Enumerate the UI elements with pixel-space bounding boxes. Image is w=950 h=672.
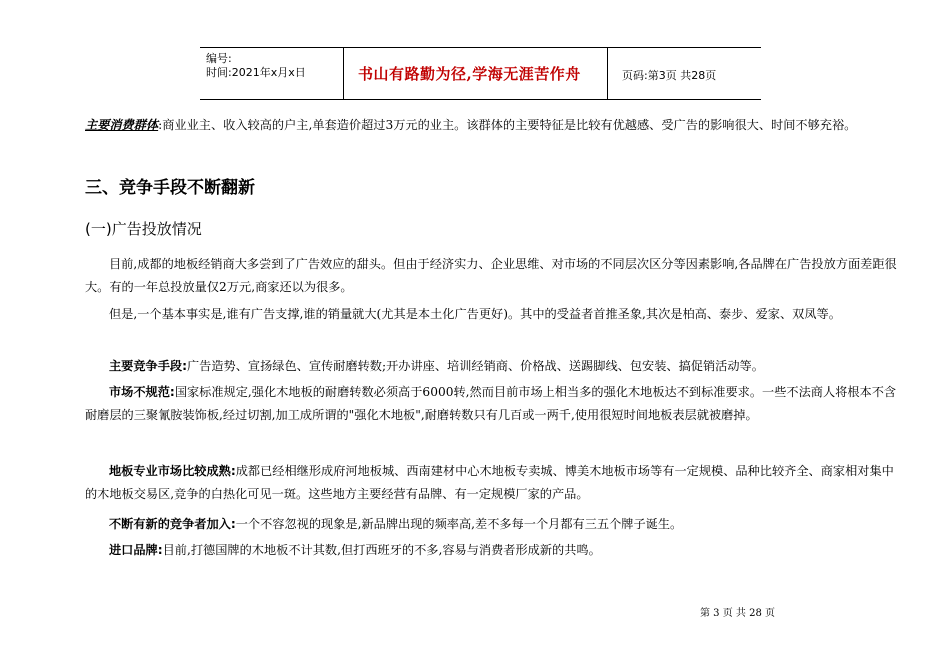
page-footer: 第 3 页 共 28 页 (700, 608, 775, 619)
item-text: 广告造势、宣扬绿色、宣传耐磨转数;开办讲座、培训经销商、价格战、送踢脚线、包安装、搞促销活动等。 (187, 359, 764, 373)
header-page-cell (607, 48, 762, 99)
paragraph-ad-support: 但是,一个基本事实是,谁有广告支撑,谁的销量就大(尤其是本土化广告更好)。其中的受益者首推圣象,其次是柏高、泰步、爱家、双凤等。 (109, 307, 841, 321)
consumer-paragraph (85, 114, 897, 137)
item-label: 地板专业市场比较成熟: (109, 464, 236, 478)
item-label: 市场不规范: (109, 385, 175, 399)
consumer-text: 商业业主、收入较高的户主,单套造价超过3万元的业主。该群体的主要特征是比较有优越感、受广告的影响很大、时间不够充裕。 (162, 118, 857, 132)
subsection-heading: (一)广告投放情况 (85, 220, 202, 238)
item-new-competitors (85, 513, 897, 536)
item-text: 目前,打德国牌的木地板不计其数,但打西班牙的不多,容易与消费者形成新的共鸣。 (162, 543, 601, 557)
item-competition-means (85, 355, 897, 378)
item-label: 不断有新的竞争者加入: (109, 517, 236, 531)
consumer-colon: : (158, 118, 163, 132)
consumer-label: 主要消费群体 (85, 118, 159, 132)
paragraph-ad-investment: 目前,成都的地板经销商大多尝到了广告效应的甜头。但由于经济实力、企业思维、对市场的不同层次区分等因素影响,各品牌在广告投放方面差距很大。有的一年总投放量仅2万元,商家还以为很多。 (85, 257, 897, 294)
item-text: 成都已经相继形成府河地板城、西南建材中心木地板专卖城、博美木地板市场等有一定规模、品种比较齐全、商家相对集中的木地板交易区,竞争的白热化可见一斑。这些地方主要经营有品牌、有一定规模厂家的产品。 (85, 464, 894, 501)
header-motto: 书山有路勤为径,学海无涯苦作舟 (358, 65, 581, 83)
item-label: 主要竞争手段: (109, 359, 187, 373)
item-label: 进口品牌: (109, 543, 163, 557)
item-text: 一个不容忽视的现象是,新品牌出现的频率高,差不多每一个月都有三五个牌子诞生。 (235, 517, 683, 531)
doc-number-label: 编号: (206, 52, 232, 65)
item-market-mature (85, 460, 897, 505)
page-header-table (200, 47, 761, 100)
item-import-brands (85, 539, 897, 562)
item-text: 国家标准规定,强化木地板的耐磨转数必须高于6000转,然而目前市场上相当多的强化木地板达不到标准要求。一些不法商人将根本不含耐磨层的三聚氰胺装饰板,经过切割,加工成所谓的"强化木地板",耐磨转数只有几百或一两千,使用很短时间地板表层就被磨掉。 (85, 385, 897, 422)
header-page-label: 页码:第3页 共28页 (622, 69, 717, 82)
doc-date-label: 时间:2021年x月x日 (206, 66, 306, 79)
section-heading: 三、竞争手段不断翻新 (85, 178, 255, 198)
item-market-irregular (85, 381, 897, 426)
header-info-cell (200, 48, 344, 99)
